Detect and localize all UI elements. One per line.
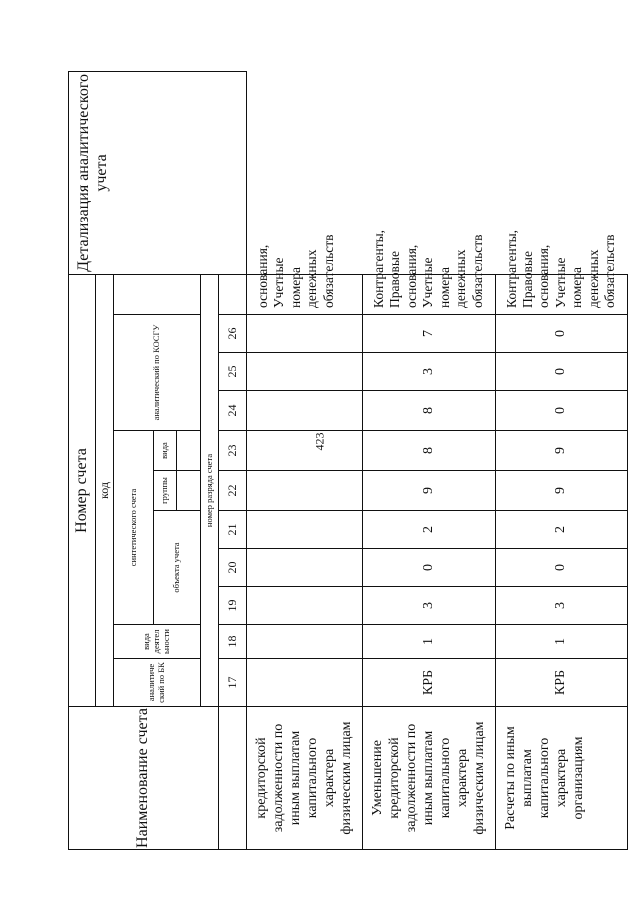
group-header: группы	[154, 471, 177, 511]
digit-col-17: 17	[219, 659, 247, 707]
account-table	[68, 71, 628, 850]
cell-digit-20: 0	[363, 549, 496, 587]
cell-activity-type: 1	[495, 625, 627, 659]
table-row	[363, 71, 496, 849]
cell-digit-19	[247, 587, 363, 625]
row-account-name: Уменьшение кредиторской задолженности по иным выплатам капитального характера физическим лицам	[363, 707, 496, 850]
digit-col-21: 21	[219, 511, 247, 549]
cell-digit-19: 3	[363, 587, 496, 625]
cell-digit-23: 9	[495, 431, 627, 471]
cell-digit-23	[247, 431, 363, 471]
cell-digit-25: 3	[363, 353, 496, 391]
account-object-header: объекта учета	[154, 511, 201, 625]
cell-digit-19: 3	[495, 587, 627, 625]
cell-digit-25	[247, 353, 363, 391]
row-detail: Контрагенты, Правовые основания, Учетные номера денежных обязательств	[495, 274, 627, 314]
table-container	[68, 72, 618, 850]
digit-col-26: 26	[219, 315, 247, 353]
cell-digit-20: 0	[495, 549, 627, 587]
cell-analytical-bk	[247, 659, 363, 707]
account-name-header: Наименование счета	[69, 707, 219, 850]
cell-digit-24: 0	[495, 391, 627, 431]
cell-digit-24	[247, 391, 363, 431]
row-detail: Контрагенты, Правовые основания, Учетные номера денежных обязательств	[363, 274, 496, 314]
cell-digit-20	[247, 549, 363, 587]
cell-digit-22: 9	[495, 471, 627, 511]
synthetic-spacer-kind	[177, 431, 201, 471]
activity-type-header: вида деятел ьности	[114, 625, 201, 659]
code-header: код	[96, 274, 114, 706]
kind-header: вида	[154, 431, 177, 471]
synthetic-spacer-group	[177, 471, 201, 511]
cell-activity-type: 1	[363, 625, 496, 659]
row-detail: основания, Учетные номера денежных обязательств	[247, 274, 363, 314]
digit-col-22: 22	[219, 471, 247, 511]
digit-col-20: 20	[219, 549, 247, 587]
cell-digit-21: 2	[363, 511, 496, 549]
rotated-table	[68, 72, 618, 850]
cell-digit-23: 8	[363, 431, 496, 471]
cell-digit-26: 0	[495, 315, 627, 353]
digit-col-25: 25	[219, 353, 247, 391]
page-number: 423	[312, 432, 327, 451]
cell-digit-22: 9	[363, 471, 496, 511]
digit-col-19: 19	[219, 587, 247, 625]
digit-number-header: номер разряда счета	[201, 274, 219, 706]
synthetic-account-header: синтетического счета	[114, 431, 154, 625]
cell-digit-26: 7	[363, 315, 496, 353]
detail-header: Детализация аналитического учета	[69, 71, 247, 274]
cell-digit-21: 2	[495, 511, 627, 549]
table-row	[495, 71, 627, 849]
table-row	[247, 71, 363, 849]
cell-digit-26	[247, 315, 363, 353]
analytical-bk-header: аналитиче ский по БК	[114, 659, 201, 707]
cell-digit-21	[247, 511, 363, 549]
cell-digit-24: 8	[363, 391, 496, 431]
digit-col-23: 23	[219, 431, 247, 471]
digit-col-24: 24	[219, 391, 247, 431]
row-account-name: Расчеты по иным выплатам капитального характера организациям	[495, 707, 627, 850]
kosgu-header: аналитический по КОСГУ	[114, 315, 201, 431]
cell-activity-type	[247, 625, 363, 659]
cell-digit-25: 0	[495, 353, 627, 391]
name-number-cell	[219, 707, 247, 850]
digit-col-18: 18	[219, 625, 247, 659]
cell-digit-22	[247, 471, 363, 511]
cell-analytical-bk: КРБ	[363, 659, 496, 707]
cell-analytical-bk: КРБ	[495, 659, 627, 707]
account-number-header: Номер счета	[69, 274, 96, 706]
row-account-name: кредиторской задолженности по иным выплатам капитального характера физическим лицам	[247, 707, 363, 850]
